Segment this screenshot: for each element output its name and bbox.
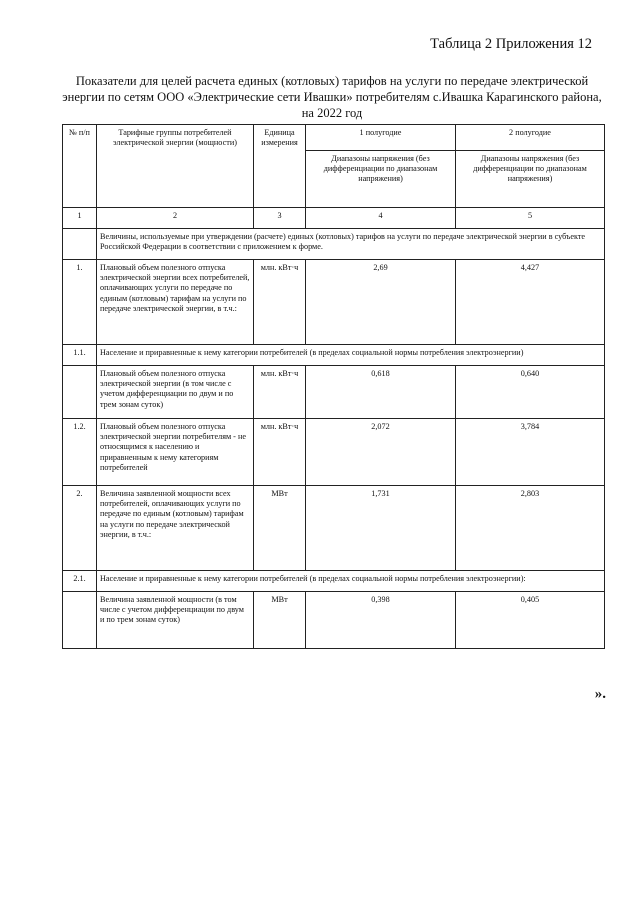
row-value-half1: 2,69 <box>306 260 456 345</box>
row-value-half1: 1,731 <box>306 486 456 571</box>
row-unit: млн. кВт·ч <box>254 366 306 419</box>
header-groups: Тарифные группы потребителей электрической энергии (мощности) <box>97 125 254 208</box>
row-unit: МВт <box>254 592 306 649</box>
category-text: Население и приравненные к нему категории потребителей (в пределах социальной нормы потребления электроэнергии) <box>97 345 605 366</box>
colnum-3: 3 <box>254 208 306 229</box>
row-name: Величина заявленной мощности (в том числе с учетом дифференциации по двум и по трем зонам суток) <box>97 592 254 649</box>
intro-text: Величины, используемые при утверждении (расчете) единых (котловых) тарифов на услуги по передаче электрической энергии в субъекте Российской Федерации в соответствии с приложением к форме. <box>97 229 605 260</box>
row-name: Плановый объем полезного отпуска электрической энергии всех потребителей, оплачивающих услуги по передаче по единым (котловым) тарифам на услуги по передаче электрической энергии, в т.ч.: <box>97 260 254 345</box>
tariff-table <box>62 124 605 649</box>
row-num: 1. <box>63 260 97 345</box>
table-row <box>63 592 605 649</box>
table-row <box>63 486 605 571</box>
annex-label: Таблица 2 Приложения 12 <box>430 36 592 52</box>
header-half2: 2 полугодие <box>456 125 605 151</box>
row-unit: МВт <box>254 486 306 571</box>
closing-quote: ». <box>594 686 606 702</box>
row-unit: млн. кВт·ч <box>254 419 306 486</box>
row-num: 2. <box>63 486 97 571</box>
category-row <box>63 345 605 366</box>
row-num: 2.1. <box>63 571 97 592</box>
row-num: 1.1. <box>63 345 97 366</box>
document-title: Показатели для целей расчета единых (котловых) тарифов на услуги по передаче электрической энергии по сетям ООО «Электрические сети Ивашки» потребителям с.Ивашка Карагинского района, на 2022 год <box>62 74 602 120</box>
header-row <box>63 125 605 151</box>
row-unit: млн. кВт·ч <box>254 260 306 345</box>
table-row <box>63 419 605 486</box>
row-name: Плановый объем полезного отпуска электрической энергии потребителям - не относящимся к населению и приравненным к нему категориям потребителей <box>97 419 254 486</box>
category-text: Население и приравненные к нему категории потребителей (в пределах социальной нормы потребления электроэнергии): <box>97 571 605 592</box>
header-num: № п/п <box>63 125 97 208</box>
row-name: Величина заявленной мощности всех потребителей, оплачивающих услуги по передаче по единым (котловым) тарифам на услуги по передаче электрической энергии, в т.ч.: <box>97 486 254 571</box>
row-value-half2: 0,640 <box>456 366 605 419</box>
category-row <box>63 571 605 592</box>
column-number-row <box>63 208 605 229</box>
row-value-half1: 0,398 <box>306 592 456 649</box>
row-num: 1.2. <box>63 419 97 486</box>
row-value-half2: 0,405 <box>456 592 605 649</box>
colnum-4: 4 <box>306 208 456 229</box>
row-name: Плановый объем полезного отпуска электрической энергии (в том числе с учетом дифференциации по двум и по трем зонам суток) <box>97 366 254 419</box>
header-range1: Диапазоны напряжения (без дифференциации по диапазонам напряжения) <box>306 150 456 207</box>
header-range2: Диапазоны напряжения (без дифференциации по диапазонам напряжения) <box>456 150 605 207</box>
intro-row <box>63 229 605 260</box>
row-value-half2: 4,427 <box>456 260 605 345</box>
row-value-half2: 3,784 <box>456 419 605 486</box>
header-half1: 1 полугодие <box>306 125 456 151</box>
table-row <box>63 260 605 345</box>
row-value-half1: 0,618 <box>306 366 456 419</box>
table-row <box>63 366 605 419</box>
row-value-half1: 2,072 <box>306 419 456 486</box>
header-unit: Единица измерения <box>254 125 306 208</box>
colnum-5: 5 <box>456 208 605 229</box>
row-value-half2: 2,803 <box>456 486 605 571</box>
colnum-2: 2 <box>97 208 254 229</box>
colnum-1: 1 <box>63 208 97 229</box>
